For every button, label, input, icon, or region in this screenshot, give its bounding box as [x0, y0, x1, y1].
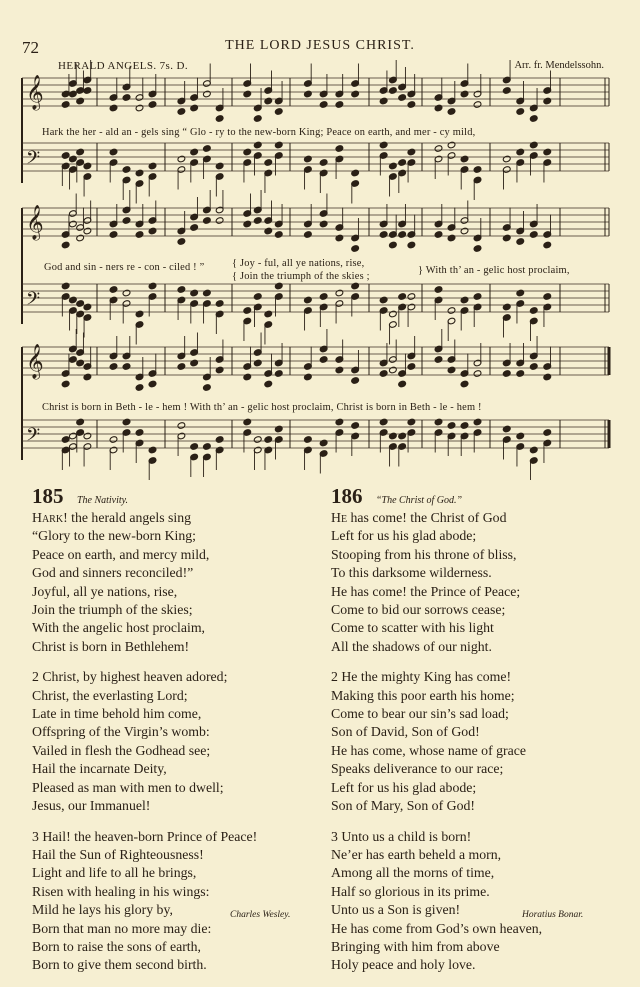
note-head — [274, 370, 283, 378]
note-head — [389, 162, 398, 170]
author-credit-185: Charles Wesley. — [230, 910, 291, 920]
note-head — [389, 87, 398, 95]
note-head — [243, 418, 252, 426]
note-head — [351, 90, 360, 98]
verse-line: Christ is born in Bethlehem! — [32, 638, 190, 654]
lyric-line-2: God and sin - ners re - con - ciled ! ” — [44, 262, 205, 273]
note-head — [447, 422, 456, 430]
note-head — [264, 159, 273, 167]
note-head — [148, 101, 157, 109]
note-head — [335, 101, 344, 109]
note-head — [434, 231, 443, 239]
note-head — [148, 446, 157, 454]
note-head — [473, 166, 482, 174]
note-head — [351, 282, 360, 290]
note-head — [253, 436, 262, 444]
note-head — [274, 231, 283, 239]
note-head — [407, 418, 416, 426]
note-head — [61, 380, 70, 388]
note-head — [407, 293, 416, 301]
hymn-186-heading — [331, 484, 542, 509]
verse-line: Christ, the everlasting Lord; — [32, 687, 188, 703]
verse-line: “Glory to the new-born King; — [32, 528, 196, 544]
stanza — [331, 828, 542, 975]
note-head — [76, 418, 85, 426]
verse-line: Light and life to all he brings, — [32, 865, 197, 881]
verse-line: Left for us his glad abode; — [331, 528, 477, 544]
note-head — [135, 384, 144, 392]
note-head — [379, 141, 388, 149]
lyric-line-1: Hark the her - ald an - gels sing “ Glo - ry to the new-born King; Peace on earth, and mer - cy mild, — [42, 127, 476, 138]
note-head — [243, 90, 252, 98]
note-head — [253, 359, 262, 367]
note-head — [264, 436, 273, 444]
note-head — [243, 307, 252, 315]
note-head — [109, 148, 118, 156]
note-head — [148, 162, 157, 170]
note-head — [407, 241, 416, 249]
note-head — [109, 104, 118, 112]
verse-line: Vailed in flesh the Godhead see; — [32, 742, 211, 758]
note-head — [253, 141, 262, 149]
note-head — [190, 359, 199, 367]
note-head — [264, 310, 273, 318]
note-head — [109, 231, 118, 239]
note-head — [83, 227, 92, 235]
note-head — [516, 432, 525, 440]
note-head — [76, 359, 85, 367]
bass-clef-icon: 𝄢 — [26, 148, 41, 173]
verse-line: Joyful, all ye nations, rise, — [32, 583, 178, 599]
note-head — [83, 87, 92, 95]
note-head — [529, 363, 538, 371]
note-head — [319, 293, 328, 301]
hymn-subtitle: “The Christ of God.” — [375, 495, 463, 506]
treble-clef-icon: 𝄞 — [26, 75, 44, 110]
verse-line: Mild he lays his glory by, — [32, 902, 173, 918]
verse-line: Join the triumph of the skies; — [32, 602, 193, 618]
verse-line: Risen with healing in his wings: — [32, 883, 210, 899]
note-head — [502, 370, 511, 378]
note-head — [243, 373, 252, 381]
note-head — [543, 241, 552, 249]
note-head — [398, 94, 407, 102]
verse-line: Left for us his glad abode; — [331, 779, 477, 795]
note-head — [135, 310, 144, 318]
note-head — [243, 220, 252, 228]
note-head — [473, 418, 482, 426]
note-head — [304, 90, 313, 98]
verse-line: He has come! the Prince of Peace; — [331, 583, 521, 599]
hymn-subtitle: The Nativity. — [76, 495, 129, 506]
note-head — [76, 148, 85, 156]
note-head — [177, 155, 186, 163]
note-head — [253, 115, 262, 123]
note-head — [69, 356, 78, 364]
note-head — [203, 384, 212, 392]
verse-line: Come to bear our sin’s sad load; — [331, 706, 509, 722]
lyric-line-3a: { Joy - ful, all ye nations, rise, — [232, 258, 365, 269]
note-head — [304, 231, 313, 239]
treble-clef-icon: 𝄞 — [26, 344, 44, 379]
page-number: 72 — [22, 38, 39, 57]
verse-line: He has come, whose name of grace — [331, 742, 526, 758]
stanza — [32, 527, 257, 656]
verse-line: Half so glorious in its prime. — [331, 883, 490, 899]
verse-line: Born to give them second birth. — [32, 957, 207, 973]
note-head — [434, 145, 443, 153]
note-head — [335, 366, 344, 374]
verse-line: God and sinners reconciled!” — [32, 565, 194, 581]
note-head — [319, 159, 328, 167]
verse-line: Offspring of the Virgin’s womb: — [32, 724, 210, 740]
note-head — [264, 380, 273, 388]
note-head — [502, 425, 511, 433]
note-head — [135, 231, 144, 239]
note-head — [274, 108, 283, 116]
note-head — [543, 429, 552, 437]
note-head — [460, 422, 469, 430]
note-head — [434, 356, 443, 364]
note-head — [398, 293, 407, 301]
note-head — [76, 97, 85, 105]
note-head — [76, 234, 85, 242]
note-head — [319, 439, 328, 447]
note-head — [529, 231, 538, 239]
verse-line: With the angelic host proclaim, — [32, 620, 206, 636]
note-head — [516, 238, 525, 246]
note-head — [319, 356, 328, 364]
note-head — [135, 104, 144, 112]
note-head — [253, 293, 262, 301]
lyric-line-3c: } With th’ an - gelic host proclaim, — [418, 265, 570, 276]
note-head — [83, 162, 92, 170]
note-head — [516, 289, 525, 297]
note-head — [447, 141, 456, 149]
note-head — [215, 366, 224, 374]
verse-line: Unto us a Son is given! — [331, 902, 461, 918]
tune-name: HERALD ANGELS. 7s. D. — [58, 60, 189, 72]
note-head — [190, 289, 199, 297]
note-head — [460, 155, 469, 163]
note-head — [122, 217, 131, 225]
note-head — [529, 115, 538, 123]
note-head — [148, 227, 157, 235]
note-head — [447, 366, 456, 374]
note-head — [379, 231, 388, 239]
note-head — [460, 90, 469, 98]
note-head — [304, 296, 313, 304]
verse-line: Jesus, our Immanuel! — [32, 798, 151, 814]
verse-line: Among all the morns of time, — [331, 865, 495, 881]
note-head — [529, 307, 538, 315]
note-head — [69, 296, 78, 304]
note-head — [502, 303, 511, 311]
note-head — [215, 217, 224, 225]
note-head — [109, 436, 118, 444]
note-head — [335, 418, 344, 426]
note-head — [543, 373, 552, 381]
note-head — [264, 97, 273, 105]
note-head — [389, 241, 398, 249]
verse-line: Making this poor earth his home; — [331, 687, 515, 703]
verse-line: Ne’er has earth beheld a morn, — [331, 846, 502, 862]
running-title: THE LORD JESUS CHRIST. — [225, 38, 415, 53]
note-head — [122, 289, 131, 297]
note-head — [253, 217, 262, 225]
hymn-185-heading — [32, 484, 257, 509]
note-head — [304, 436, 313, 444]
note-head — [69, 220, 78, 228]
author-credit-186: Horatius Bonar. — [522, 910, 584, 920]
verse-line: Come to scatter with his light — [331, 620, 494, 636]
stanza — [32, 668, 257, 815]
note-head — [543, 97, 552, 105]
note-head — [203, 443, 212, 451]
note-head — [304, 373, 313, 381]
note-head — [398, 231, 407, 239]
note-head — [460, 227, 469, 235]
note-head — [215, 115, 224, 123]
note-head — [319, 220, 328, 228]
note-head — [177, 108, 186, 116]
note-head — [434, 286, 443, 294]
note-head — [61, 101, 70, 109]
note-head — [502, 234, 511, 242]
note-head — [351, 245, 360, 253]
note-head — [76, 300, 85, 308]
arranger-credit: Arr. fr. Mendelssohn. — [514, 60, 604, 71]
note-head — [351, 422, 360, 430]
verse-line: 3 Hail! the heaven-born Prince of Peace! — [32, 828, 258, 844]
note-head — [389, 366, 398, 374]
note-head — [61, 241, 70, 249]
verse-line: Pleased as man with men to dwell; — [32, 779, 224, 795]
verse-line: Hail the incarnate Deity, — [32, 761, 167, 777]
note-head — [502, 155, 511, 163]
note-head — [61, 282, 70, 290]
note-head — [473, 245, 482, 253]
note-head — [122, 363, 131, 371]
note-head — [190, 148, 199, 156]
note-head — [274, 141, 283, 149]
first-line: He has come! the Christ of God — [331, 510, 507, 525]
verse-line: Hail the Sun of Righteousness! — [32, 846, 204, 862]
note-head — [398, 380, 407, 388]
verse-line: Son of Mary, Son of God! — [331, 798, 475, 814]
note-head — [148, 282, 157, 290]
note-head — [83, 303, 92, 311]
bass-clef-icon: 𝄢 — [26, 425, 41, 450]
note-head — [434, 418, 443, 426]
note-head — [203, 145, 212, 153]
note-head — [109, 363, 118, 371]
note-head — [434, 104, 443, 112]
note-head — [304, 155, 313, 163]
note-head — [177, 422, 186, 430]
verse-line: 3 Unto us a child is born! — [331, 828, 472, 844]
note-head — [407, 363, 416, 371]
note-head — [319, 101, 328, 109]
verse-line: Holy peace and holy love. — [331, 957, 476, 973]
note-head — [177, 238, 186, 246]
verse-line: Peace on earth, and mercy mild, — [32, 546, 210, 562]
note-head — [122, 166, 131, 174]
note-head — [460, 296, 469, 304]
note-head — [502, 87, 511, 95]
note-head — [203, 90, 212, 98]
note-head — [447, 307, 456, 315]
note-head — [389, 432, 398, 440]
hymn-number: 185 — [32, 484, 64, 508]
note-head — [69, 432, 78, 440]
note-head — [215, 300, 224, 308]
note-head — [61, 152, 70, 160]
stanza — [331, 527, 542, 656]
note-head — [122, 94, 131, 102]
note-head — [335, 289, 344, 297]
verse-line: Stooping from his throne of bliss, — [331, 546, 517, 562]
note-head — [447, 234, 456, 242]
note-head — [177, 363, 186, 371]
verse-line: To this darksome wilderness. — [331, 565, 492, 581]
note-head — [69, 155, 78, 163]
note-head — [203, 217, 212, 225]
note-head — [407, 101, 416, 109]
note-head — [190, 224, 199, 232]
note-head — [351, 377, 360, 385]
note-head — [83, 432, 92, 440]
note-head — [473, 293, 482, 301]
note-head — [61, 436, 70, 444]
note-head — [190, 443, 199, 451]
verse-line: Speaks deliverance to our race; — [331, 761, 504, 777]
note-head — [398, 159, 407, 167]
first-line: Hark! the herald angels sing — [32, 510, 192, 525]
lyric-line-4: Christ is born in Beth - le - hem ! With th’ an - gelic host proclaim, Christ is born in Beth - le - hem ! — [42, 402, 482, 413]
note-head — [398, 432, 407, 440]
note-head — [379, 418, 388, 426]
verse-line: He has come from God’s own heaven, — [331, 920, 543, 936]
note-head — [148, 380, 157, 388]
note-head — [379, 97, 388, 105]
stanza — [32, 828, 257, 975]
note-head — [407, 148, 416, 156]
treble-clef-icon: 𝄞 — [26, 205, 44, 240]
verse-line: 2 Christ, by highest heaven adored; — [32, 669, 228, 685]
note-head — [529, 141, 538, 149]
note-head — [351, 169, 360, 177]
lyric-line-3b: { Join the triumph of the skies ; — [232, 271, 370, 282]
note-head — [274, 282, 283, 290]
note-head — [473, 101, 482, 109]
note-head — [516, 148, 525, 156]
verse-line: Late in time behold him come, — [32, 706, 202, 722]
hymn-number: 186 — [331, 484, 363, 508]
note-head — [177, 286, 186, 294]
note-head — [203, 289, 212, 297]
note-head — [379, 296, 388, 304]
note-head — [109, 286, 118, 294]
note-head — [135, 169, 144, 177]
note-head — [543, 293, 552, 301]
verse-line: 2 He the mighty King has come! — [331, 669, 512, 685]
note-head — [264, 227, 273, 235]
note-head — [473, 370, 482, 378]
note-head — [215, 162, 224, 170]
verse-line: Bringing with him from above — [331, 938, 500, 954]
hymn-186 — [331, 484, 543, 987]
note-head — [243, 148, 252, 156]
note-head — [122, 418, 131, 426]
note-head — [516, 108, 525, 116]
bass-clef-icon: 𝄢 — [26, 289, 41, 314]
note-head — [379, 370, 388, 378]
note-head — [190, 104, 199, 112]
verse-line: Born that man no more may die: — [32, 920, 212, 936]
note-head — [529, 446, 538, 454]
stanza — [331, 668, 542, 815]
note-head — [69, 90, 78, 98]
note-head — [215, 436, 224, 444]
note-head — [447, 108, 456, 116]
note-head — [335, 145, 344, 153]
verse-line: Son of David, Son of God! — [331, 724, 480, 740]
note-head — [135, 429, 144, 437]
note-head — [516, 370, 525, 378]
note-head — [460, 380, 469, 388]
note-head — [274, 425, 283, 433]
note-head — [543, 148, 552, 156]
note-head — [389, 310, 398, 318]
note-head — [83, 373, 92, 381]
verse-line: All the shadows of our night. — [331, 638, 492, 654]
hymn-185 — [32, 484, 258, 987]
note-head — [335, 234, 344, 242]
verse-line: Come to bid our sorrows cease; — [331, 602, 506, 618]
verse-line: Born to raise the sons of earth, — [32, 938, 201, 954]
